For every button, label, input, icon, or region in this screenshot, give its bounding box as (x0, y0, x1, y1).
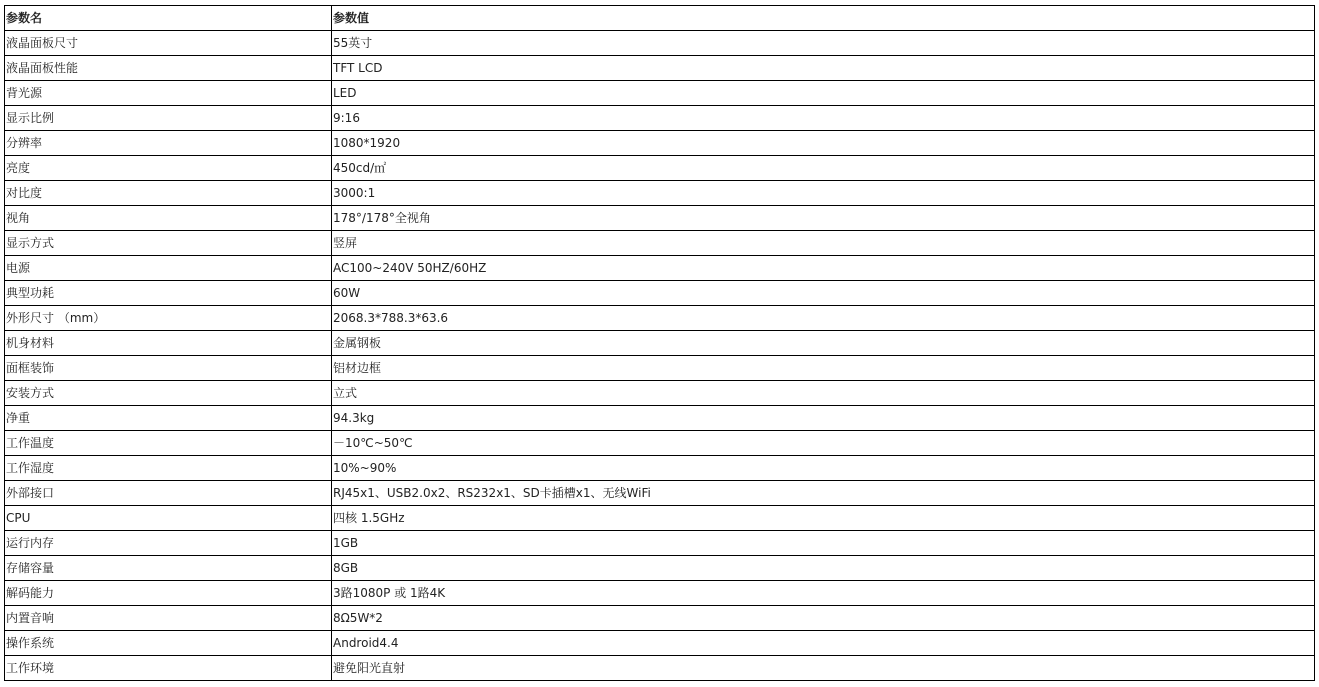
param-name-cell: 机身材料 (5, 331, 332, 356)
param-name-cell: 液晶面板尺寸 (5, 31, 332, 56)
param-value-cell: 竖屏 (332, 231, 1315, 256)
param-name-cell: 亮度 (5, 156, 332, 181)
table-row (5, 181, 1315, 206)
table-row (5, 106, 1315, 131)
table-row (5, 306, 1315, 331)
table-row (5, 281, 1315, 306)
table-row (5, 531, 1315, 556)
param-value-cell: 立式 (332, 381, 1315, 406)
param-value-cell: 1080*1920 (332, 131, 1315, 156)
table-row (5, 606, 1315, 631)
param-name-cell: 典型功耗 (5, 281, 332, 306)
table-row (5, 456, 1315, 481)
param-value-cell: 60W (332, 281, 1315, 306)
param-name-cell: 视角 (5, 206, 332, 231)
param-name-cell: 面框装饰 (5, 356, 332, 381)
param-name-cell: 背光源 (5, 81, 332, 106)
param-value-cell: 94.3kg (332, 406, 1315, 431)
param-name-cell: 内置音响 (5, 606, 332, 631)
table-row (5, 131, 1315, 156)
param-value-cell: Android4.4 (332, 631, 1315, 656)
table-row (5, 631, 1315, 656)
param-value-cell: 铝材边框 (332, 356, 1315, 381)
param-value-cell: LED (332, 81, 1315, 106)
table-row (5, 231, 1315, 256)
table-row (5, 156, 1315, 181)
table-row (5, 581, 1315, 606)
param-name-cell: 安装方式 (5, 381, 332, 406)
param-value-cell: 3000:1 (332, 181, 1315, 206)
column-header-param-value: 参数值 (332, 6, 1315, 31)
param-value-cell: 10%~90% (332, 456, 1315, 481)
param-value-cell: 178°/178°全视角 (332, 206, 1315, 231)
param-value-cell: －10℃~50℃ (332, 431, 1315, 456)
table-row (5, 406, 1315, 431)
param-name-cell: 存储容量 (5, 556, 332, 581)
param-name-cell: 分辨率 (5, 131, 332, 156)
table-row (5, 256, 1315, 281)
table-row (5, 356, 1315, 381)
param-name-cell: 工作温度 (5, 431, 332, 456)
param-value-cell: 55英寸 (332, 31, 1315, 56)
table-row (5, 56, 1315, 81)
param-value-cell: 8GB (332, 556, 1315, 581)
table-row (5, 206, 1315, 231)
table-row (5, 556, 1315, 581)
param-value-cell: RJ45x1、USB2.0x2、RS232x1、SD卡插槽x1、无线WiFi (332, 481, 1315, 506)
param-name-cell: 运行内存 (5, 531, 332, 556)
table-row (5, 81, 1315, 106)
table-row (5, 331, 1315, 356)
table-row (5, 481, 1315, 506)
param-value-cell: 450cd/㎡ (332, 156, 1315, 181)
param-name-cell: 净重 (5, 406, 332, 431)
param-name-cell: 工作环境 (5, 656, 332, 681)
param-value-cell: 金属钢板 (332, 331, 1315, 356)
param-value-cell: 2068.3*788.3*63.6 (332, 306, 1315, 331)
param-name-cell: 操作系统 (5, 631, 332, 656)
table-row (5, 381, 1315, 406)
param-name-cell: 外形尺寸 （mm） (5, 306, 332, 331)
param-name-cell: 显示方式 (5, 231, 332, 256)
param-value-cell: 9:16 (332, 106, 1315, 131)
column-header-param-name: 参数名 (5, 6, 332, 31)
param-value-cell: AC100~240V 50HZ/60HZ (332, 256, 1315, 281)
table-row (5, 31, 1315, 56)
table-header-row (5, 6, 1315, 31)
table-row (5, 506, 1315, 531)
spec-table (4, 5, 1315, 681)
param-name-cell: 显示比例 (5, 106, 332, 131)
param-value-cell: 避免阳光直射 (332, 656, 1315, 681)
param-value-cell: 1GB (332, 531, 1315, 556)
param-name-cell: 解码能力 (5, 581, 332, 606)
param-value-cell: 四核 1.5GHz (332, 506, 1315, 531)
table-row (5, 431, 1315, 456)
param-name-cell: 工作湿度 (5, 456, 332, 481)
table-row (5, 656, 1315, 681)
param-name-cell: 液晶面板性能 (5, 56, 332, 81)
spec-table-container (4, 5, 1314, 681)
param-value-cell: 8Ω5W*2 (332, 606, 1315, 631)
param-name-cell: 电源 (5, 256, 332, 281)
param-name-cell: 对比度 (5, 181, 332, 206)
param-value-cell: 3路1080P 或 1路4K (332, 581, 1315, 606)
param-value-cell: TFT LCD (332, 56, 1315, 81)
param-name-cell: CPU (5, 506, 332, 531)
param-name-cell: 外部接口 (5, 481, 332, 506)
